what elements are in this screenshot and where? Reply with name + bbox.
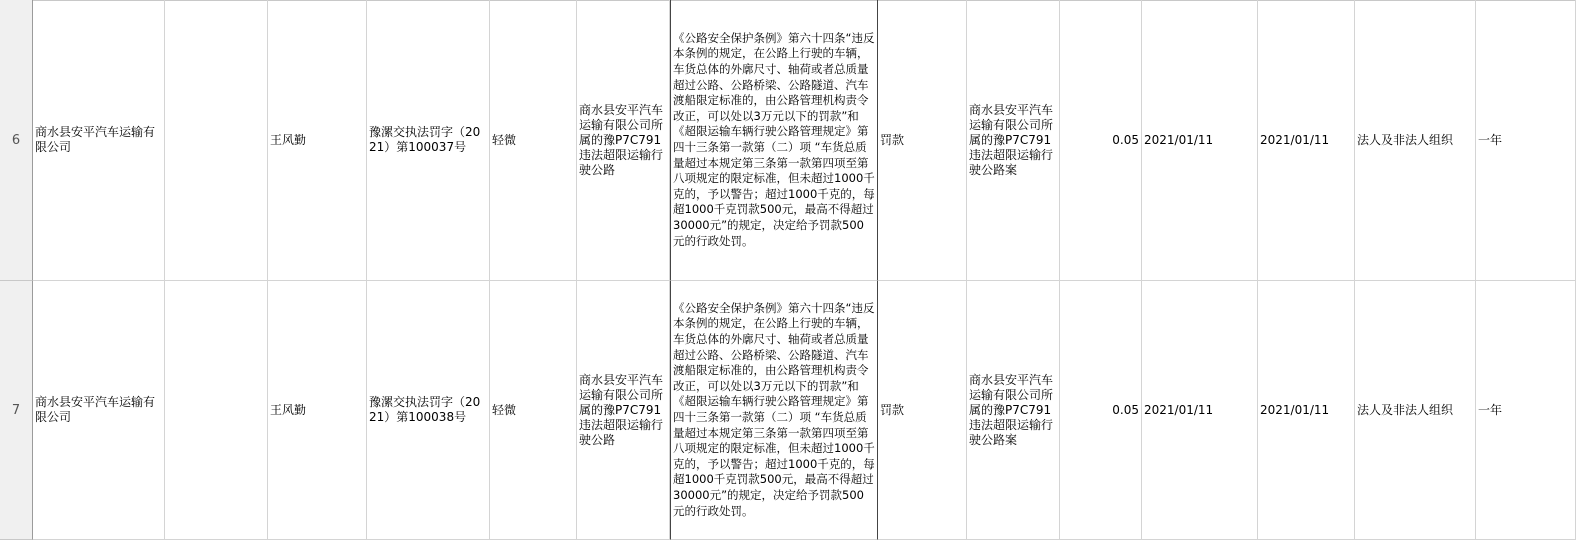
company-cell[interactable] <box>33 0 165 281</box>
empty-cell[interactable] <box>165 0 268 281</box>
publish-period: 一年 <box>1478 402 1503 417</box>
basis-cell[interactable] <box>670 0 878 281</box>
decision-date: 2021/01/11 <box>1144 402 1214 417</box>
table-row <box>33 0 1576 281</box>
company-cell[interactable] <box>33 281 165 540</box>
amount-cell[interactable] <box>1060 0 1142 281</box>
decision-date-cell[interactable] <box>1142 281 1258 540</box>
row-header-6[interactable] <box>0 0 33 281</box>
legal-rep-cell[interactable] <box>268 281 367 540</box>
penalty-content: 商水县安平汽车运输有限公司所属的豫P7C791违法超限运输行驶公路案 <box>969 372 1054 447</box>
legal-rep: 王风勤 <box>270 402 307 417</box>
basis-cell[interactable] <box>670 281 878 540</box>
row-number: 7 <box>11 402 21 418</box>
severity-cell[interactable] <box>490 0 577 281</box>
row-header-7[interactable] <box>0 281 33 540</box>
company-name: 商水县安平汽车运输有限公司 <box>35 395 156 424</box>
amount-cell[interactable] <box>1060 281 1142 540</box>
legal-rep: 王风勤 <box>270 132 307 147</box>
period-cell[interactable] <box>1476 0 1576 281</box>
category-cell[interactable] <box>1355 0 1476 281</box>
penalty-amount: 0.05 <box>1112 132 1139 147</box>
penalty-type-cell[interactable] <box>878 0 967 281</box>
penalty-amount: 0.05 <box>1112 402 1139 417</box>
penalty-type: 罚款 <box>880 132 905 147</box>
legal-rep-cell[interactable] <box>268 0 367 281</box>
penalty-basis: 《公路安全保护条例》第六十四条“违反本条例的规定，在公路上行驶的车辆，车货总体的外廓尺寸、轴荷或者总质量超过公路、公路桥梁、公路隧道、汽车渡船限定标准的，由公路管理机构责令改正，可以处以3万元以下的罚款”和《超限运输车辆行驶公路管理规定》第四十三条第一款第（二）项 “车货总质量超过本规定第三条第一款第四项至第八项规定的限定标准，但未超过1000千克的，予以警告；超过1000千克的，每超1000千克罚款500元，最高不得超过30000元”的规定，决定给予罚款500元的行政处罚。 <box>673 300 875 518</box>
doc-no-cell[interactable] <box>367 281 490 540</box>
content-cell[interactable] <box>967 281 1060 540</box>
publish-date-cell[interactable] <box>1258 0 1355 281</box>
period-cell[interactable] <box>1476 281 1576 540</box>
doc-no: 豫漯交执法罚字（2021）第100038号 <box>369 395 481 424</box>
subject-category: 法人及非法人组织 <box>1357 132 1454 147</box>
penalty-basis: 《公路安全保护条例》第六十四条“违反本条例的规定，在公路上行驶的车辆，车货总体的外廓尺寸、轴荷或者总质量超过公路、公路桥梁、公路隧道、汽车渡船限定标准的，由公路管理机构责令改正，可以处以3万元以下的罚款”和《超限运输车辆行驶公路管理规定》第四十三条第一款第（二）项 “车货总质量超过本规定第三条第一款第四项至第八项规定的限定标准，但未超过1000千克的，予以警告；超过1000千克的，每超1000千克罚款500元，最高不得超过30000元”的规定，决定给予罚款500元的行政处罚。 <box>673 30 875 248</box>
publish-date-cell[interactable] <box>1258 281 1355 540</box>
penalty-content: 商水县安平汽车运输有限公司所属的豫P7C791违法超限运输行驶公路案 <box>969 102 1054 177</box>
penalty-type: 罚款 <box>880 402 905 417</box>
publish-date: 2021/01/11 <box>1260 132 1330 147</box>
decision-date: 2021/01/11 <box>1144 132 1214 147</box>
publish-period: 一年 <box>1478 132 1503 147</box>
facts-cell[interactable] <box>577 0 670 281</box>
table-row <box>33 281 1576 540</box>
decision-date-cell[interactable] <box>1142 0 1258 281</box>
severity: 轻微 <box>492 402 517 417</box>
violation-facts: 商水县安平汽车运输有限公司所属的豫P7C791违法超限运输行驶公路 <box>579 372 664 447</box>
severity: 轻微 <box>492 132 517 147</box>
publish-date: 2021/01/11 <box>1260 402 1330 417</box>
company-name: 商水县安平汽车运输有限公司 <box>35 125 156 154</box>
subject-category: 法人及非法人组织 <box>1357 402 1454 417</box>
row-number: 6 <box>11 132 21 148</box>
severity-cell[interactable] <box>490 281 577 540</box>
violation-facts: 商水县安平汽车运输有限公司所属的豫P7C791违法超限运输行驶公路 <box>579 102 664 177</box>
penalty-type-cell[interactable] <box>878 281 967 540</box>
facts-cell[interactable] <box>577 281 670 540</box>
category-cell[interactable] <box>1355 281 1476 540</box>
empty-cell[interactable] <box>165 281 268 540</box>
content-cell[interactable] <box>967 0 1060 281</box>
doc-no: 豫漯交执法罚字（2021）第100037号 <box>369 125 481 154</box>
doc-no-cell[interactable] <box>367 0 490 281</box>
